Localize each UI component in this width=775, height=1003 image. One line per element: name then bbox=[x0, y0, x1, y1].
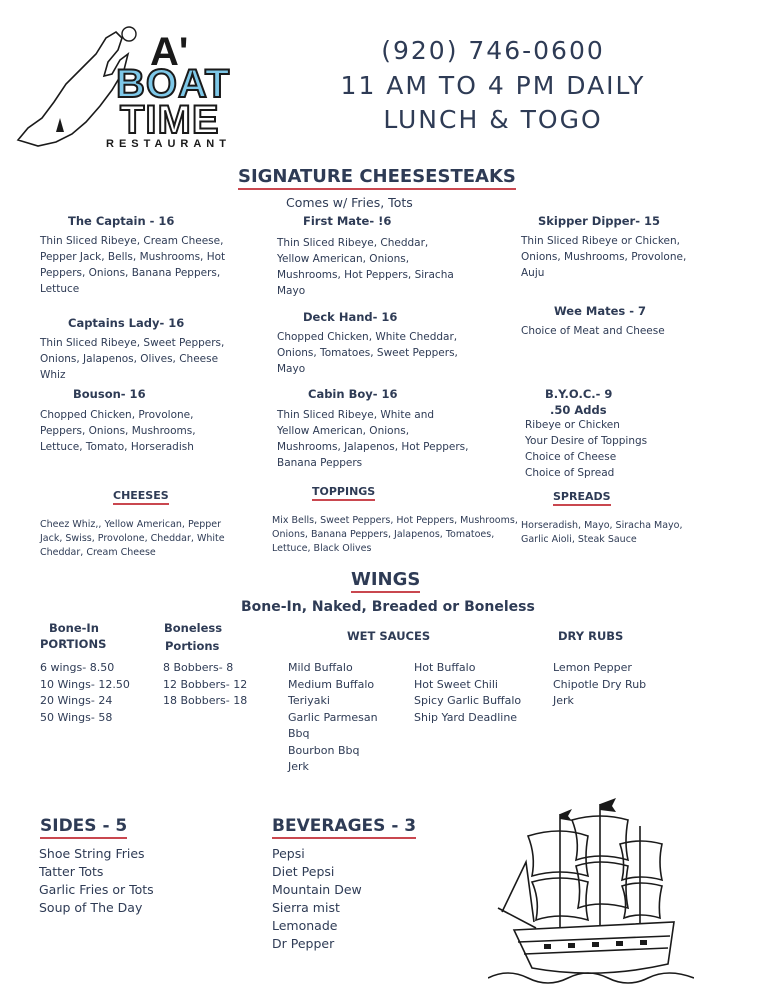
list-item: 6 wings- 8.50 bbox=[40, 661, 115, 674]
list-item: Hot Sweet Chili bbox=[414, 677, 498, 691]
list-item: Jerk bbox=[288, 760, 309, 773]
menu-item-desc: Chopped Chicken, Provolone, Peppers, Onions, Mushrooms, Lettuce, Tomato, Horseradish bbox=[40, 409, 196, 453]
dry-rubs-list bbox=[553, 660, 646, 710]
wet-sauces-title: WET SAUCES bbox=[347, 629, 431, 643]
hours: 11 AM TO 4 PM DAILY bbox=[340, 71, 646, 100]
list-item: Diet Pepsi bbox=[272, 864, 335, 879]
list-item: 20 Wings- 24 bbox=[40, 694, 113, 707]
sides-title: SIDES - 5 bbox=[40, 816, 127, 839]
wings-subtitle: Bone-In, Naked, Breaded or Boneless bbox=[241, 599, 535, 615]
boneless-title: Boneless bbox=[164, 621, 223, 635]
bone-in-title: Bone-In bbox=[49, 621, 99, 635]
list-item: Mountain Dew bbox=[272, 882, 362, 897]
menu-item-desc: Thin Sliced Ribeye, Sweet Peppers, Onions, Jalapenos, Olives, Cheese Whiz bbox=[40, 337, 225, 381]
menu-item-title: Captains Lady- 16 bbox=[68, 316, 185, 330]
beverages-list bbox=[272, 845, 362, 953]
list-item: Tatter Tots bbox=[39, 864, 104, 879]
cheesesteaks-subtitle: Comes w/ Fries, Tots bbox=[286, 195, 413, 210]
list-item: Mild Buffalo bbox=[288, 661, 353, 674]
menu-item-title: Skipper Dipper- 15 bbox=[538, 214, 661, 228]
logo-time: TIME bbox=[120, 98, 220, 142]
list-item: 18 Bobbers- 18 bbox=[163, 694, 248, 707]
list-item: Garlic Parmesan bbox=[288, 710, 378, 724]
menu-item-desc: Chopped Chicken, White Cheddar, Onions, Tomatoes, Sweet Peppers, Mayo bbox=[277, 331, 458, 375]
wet-sauces-list-2 bbox=[414, 660, 521, 726]
list-item: Bbq bbox=[288, 727, 310, 740]
list-item: Sierra mist bbox=[272, 900, 340, 915]
list-item: 12 Bobbers- 12 bbox=[163, 677, 248, 691]
menu-item-desc: Choice of Meat and Cheese bbox=[521, 325, 665, 337]
boneless-list bbox=[163, 660, 247, 710]
wet-sauces-list-1 bbox=[288, 660, 378, 776]
list-item: Ship Yard Deadline bbox=[414, 710, 518, 724]
list-item: Jerk bbox=[553, 694, 574, 707]
logo-boat: BOAT bbox=[116, 62, 231, 106]
toppings-desc: Mix Bells, Sweet Peppers, Hot Peppers, Mushrooms, Onions, Banana Peppers, Jalapenos, Tomatoes, Lettuce, Black Olives bbox=[272, 515, 518, 554]
menu-item-title: First Mate- !6 bbox=[303, 214, 392, 228]
cheeses-desc: Cheez Whiz,, Yellow American, Pepper Jack, Swiss, Provolone, Cheddar, White Cheddar, Cream Cheese bbox=[40, 519, 225, 558]
list-item: Spicy Garlic Buffalo bbox=[414, 694, 522, 707]
menu-item-title: Bouson- 16 bbox=[73, 387, 146, 401]
list-item: 10 Wings- 12.50 bbox=[40, 677, 130, 691]
list-item: Lemonade bbox=[272, 918, 338, 933]
menu-item-desc: Thin Sliced Ribeye, White and Yellow American, Onions, Mushrooms, Jalapenos, Hot Peppers, Banana Peppers bbox=[277, 409, 469, 469]
menu-item-title: Wee Mates - 7 bbox=[554, 304, 647, 318]
list-item: 8 Bobbers- 8 bbox=[163, 661, 234, 674]
menu-item-adds: .50 Adds bbox=[550, 403, 607, 417]
list-item: Medium Buffalo bbox=[288, 677, 375, 691]
beverages-title: BEVERAGES - 3 bbox=[272, 816, 416, 839]
menu-item-desc: Thin Sliced Ribeye, Cheddar, Yellow American, Onions, Mushrooms, Hot Peppers, Siracha Mayo bbox=[277, 237, 454, 297]
list-item: Soup of The Day bbox=[39, 900, 143, 915]
menu-item-title: B.Y.O.C.- 9 bbox=[545, 387, 613, 401]
logo-a: A' bbox=[150, 30, 189, 74]
logo-subtitle: RESTAURANT bbox=[106, 138, 231, 150]
list-item: 50 Wings- 58 bbox=[40, 710, 113, 724]
spreads-desc: Horseradish, Mayo, Siracha Mayo, Garlic Aioli, Steak Sauce bbox=[521, 520, 683, 545]
menu-item-title: The Captain - 16 bbox=[68, 214, 175, 228]
bone-in-subtitle: PORTIONS bbox=[40, 637, 107, 651]
menu-item-desc: Thin Sliced Ribeye, Cream Cheese, Pepper Jack, Bells, Mushrooms, Hot Peppers, Onions, Banana Peppers, Lettuce bbox=[40, 235, 226, 295]
list-item: Chipotle Dry Rub bbox=[553, 677, 647, 691]
sides-list bbox=[39, 845, 154, 917]
phone-number: (920) 746-0600 bbox=[381, 36, 605, 65]
menu-item-title: Cabin Boy- 16 bbox=[308, 387, 398, 401]
logo bbox=[8, 10, 248, 155]
list-item: Lemon Pepper bbox=[553, 661, 632, 674]
cheesesteaks-title: SIGNATURE CHEESESTEAKS bbox=[238, 166, 516, 190]
list-item: Teriyaki bbox=[288, 694, 330, 707]
list-item: Shoe String Fries bbox=[39, 846, 145, 861]
list-item: Garlic Fries or Tots bbox=[39, 882, 154, 897]
list-item: Bourbon Bbq bbox=[288, 743, 360, 757]
bone-in-list bbox=[40, 660, 130, 726]
list-item: Pepsi bbox=[272, 846, 305, 861]
dry-rubs-title: DRY RUBS bbox=[558, 629, 624, 643]
boneless-subtitle: Portions bbox=[165, 639, 220, 653]
list-item: Hot Buffalo bbox=[414, 661, 476, 674]
list-item: Dr Pepper bbox=[272, 936, 335, 951]
menu-item-desc: Ribeye or Chicken Your Desire of Toppings Choice of Cheese Choice of Spread bbox=[525, 419, 648, 479]
spreads-title: SPREADS bbox=[553, 490, 611, 506]
pirate-ship-icon bbox=[488, 796, 694, 988]
menu-item-desc: Thin Sliced Ribeye or Chicken, Onions, Mushrooms, Provolone, Auju bbox=[521, 235, 687, 279]
service-type: LUNCH & TOGO bbox=[383, 105, 603, 134]
cheeses-title: CHEESES bbox=[113, 489, 169, 505]
menu-item-title: Deck Hand- 16 bbox=[303, 310, 398, 324]
wings-title: WINGS bbox=[351, 569, 420, 593]
toppings-title: TOPPINGS bbox=[312, 485, 375, 501]
